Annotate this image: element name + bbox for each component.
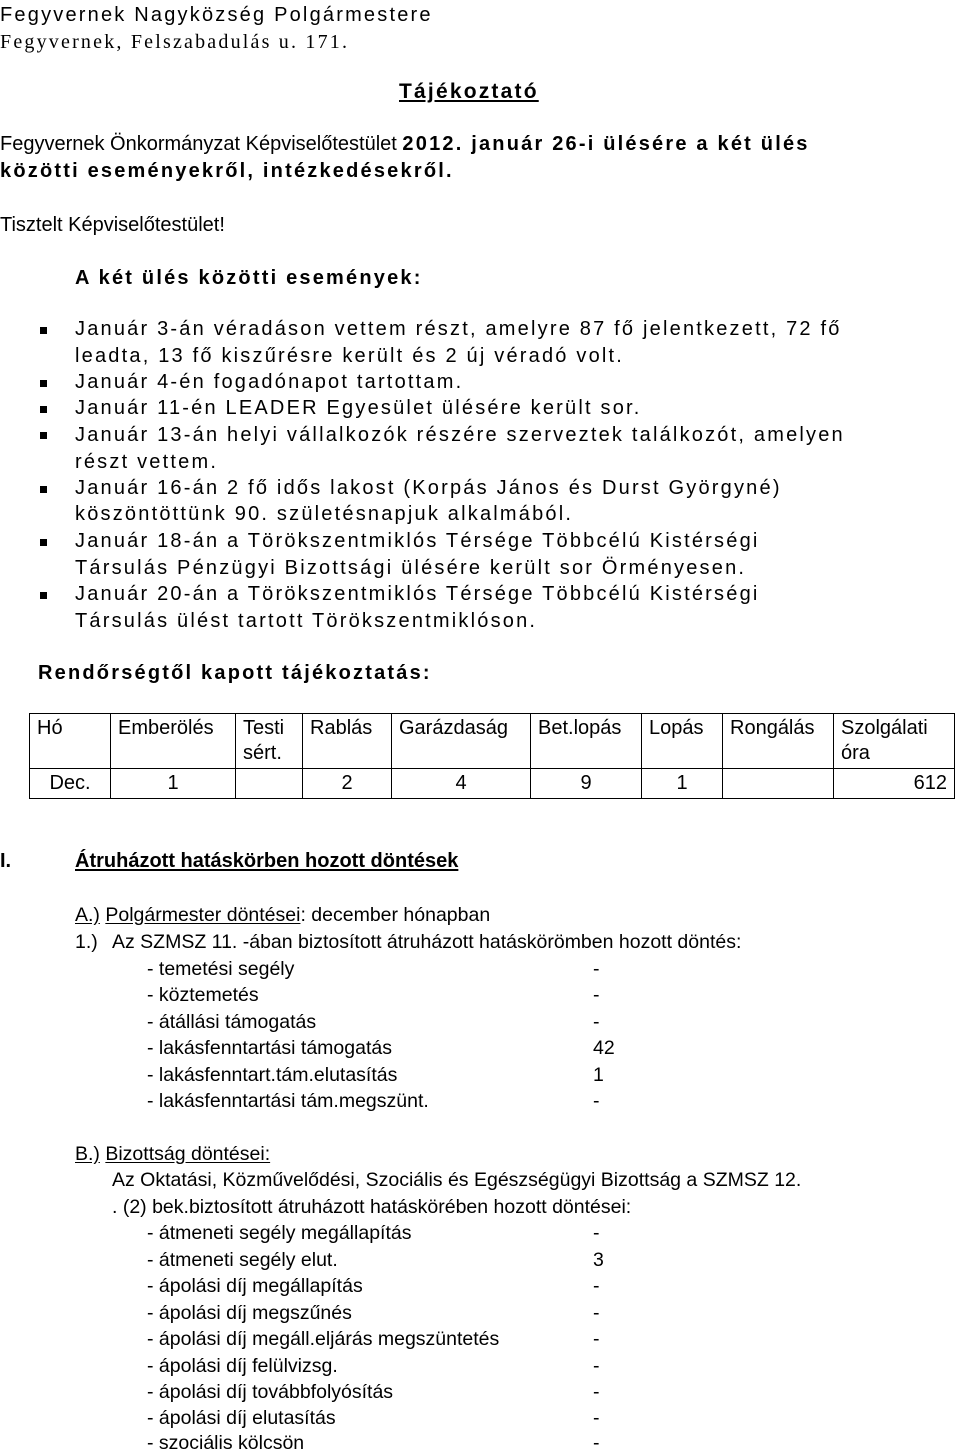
event-item-7-line-1: Január 20-án a Törökszentmiklós Térsége Többcélú Kistérségi: [75, 583, 760, 605]
greeting: Tisztelt Képviselőtestület!: [0, 214, 225, 236]
crime-table: [29, 713, 955, 799]
table-row: [30, 769, 955, 799]
event-item-6-line-1: Január 18-án a Törökszentmiklós Térsége Többcélú Kistérségi: [75, 530, 760, 552]
table-header-cell: Lopás: [642, 714, 723, 769]
police-heading: Rendőrségtől kapott tájékoztatás:: [38, 662, 432, 684]
list-item-value: -: [593, 1011, 600, 1033]
part-a-label: A.): [75, 904, 100, 926]
list-item-value: -: [593, 1222, 600, 1244]
part-a-suffix: : december hónapban: [300, 904, 491, 926]
event-item-1-line-2: leadta, 13 fő kiszűrésre került és 2 új véradó volt.: [75, 345, 625, 367]
table-cell: [723, 769, 834, 799]
header-address: Fegyvernek, Felszabadulás u. 171.: [0, 31, 350, 53]
header-org: Fegyvernek Nagyközség Polgármestere: [0, 4, 433, 26]
bullet-icon: [40, 432, 47, 439]
table-cell: 612: [834, 769, 955, 799]
event-item-4-line-2: részt vettem.: [75, 451, 219, 473]
event-item-5-line-2: köszöntöttünk 90. születésnapjuk alkalmából.: [75, 503, 574, 525]
list-item-value: 42: [593, 1037, 615, 1059]
table-cell: 2: [303, 769, 392, 799]
part-b-desc-1: Az Oktatási, Közművelődési, Szociális és Egészségügyi Bizottság a SZMSZ 12.: [112, 1169, 802, 1191]
intro-line-1: [0, 133, 810, 156]
list-item-label: - lakásfenntart.tám.elutasítás: [147, 1064, 398, 1086]
list-item-value: -: [593, 1407, 600, 1429]
part-a-heading: [75, 904, 490, 927]
intro-bold: 2012. január 26-i ülésére a két ülés: [402, 133, 810, 155]
bullet-icon: [40, 539, 47, 546]
list-item-label: - átállási támogatás: [147, 1011, 317, 1033]
event-item-6-line-2: Társulás Pénzügyi Bizottsági ülésére került sor Örményesen.: [75, 557, 747, 579]
part-a-sub-label: 1.): [75, 931, 98, 953]
event-item-1-line-1: Január 3-án véradáson vettem részt, amelyre 87 fő jelentkezett, 72 fő: [75, 318, 842, 340]
events-heading: A két ülés közötti események:: [75, 267, 423, 289]
table-header-row: [30, 714, 955, 769]
table-cell: 1: [111, 769, 236, 799]
part-b-title: Bizottság döntései:: [105, 1143, 271, 1165]
section-title: Átruházott hatáskörben hozott döntések: [75, 850, 459, 872]
list-item-value: -: [593, 1090, 600, 1112]
table-cell: [236, 769, 303, 799]
bullet-icon: [40, 380, 47, 387]
list-item-label: - ápolási díj megállapítás: [147, 1275, 363, 1297]
part-b-label: B.): [75, 1143, 100, 1165]
list-item-label: - átmeneti segély elut.: [147, 1249, 338, 1271]
list-item-label: - ápolási díj megáll.eljárás megszüntetés: [147, 1328, 500, 1350]
list-item-value: -: [593, 1328, 600, 1350]
table-header-cell: Rablás: [303, 714, 392, 769]
list-item-label: - ápolási díj felülvizsg.: [147, 1355, 338, 1377]
table-header-cell: Garázdaság: [392, 714, 531, 769]
list-item-label: - szociális kölcsön: [147, 1432, 305, 1454]
table-header-cell: Bet.lopás: [531, 714, 642, 769]
event-item-3: Január 11-én LEADER Egyesület ülésére került sor.: [75, 397, 642, 419]
list-item-value: -: [593, 1302, 600, 1324]
list-item-label: - átmeneti segély megállapítás: [147, 1222, 412, 1244]
intro-plain: Fegyvernek Önkormányzat Képviselőtestület: [0, 133, 403, 155]
table-header-cell: Hó: [30, 714, 111, 769]
list-item-value: -: [593, 1381, 600, 1403]
part-a-title: Polgármester döntései: [105, 904, 301, 926]
table-header-cell: Rongálás: [723, 714, 834, 769]
event-item-7-line-2: Társulás ülést tartott Törökszentmiklóson.: [75, 610, 538, 632]
part-a-sub-text: Az SZMSZ 11. -ában biztosított átruházott hatáskörömben hozott döntés:: [112, 931, 742, 953]
list-item-value: 1: [593, 1064, 604, 1086]
section-number: I.: [0, 850, 12, 872]
list-item-label: - lakásfenntartási tám.megszünt.: [147, 1090, 429, 1112]
list-item-value: 3: [593, 1249, 604, 1271]
list-item-label: - ápolási díj elutasítás: [147, 1407, 336, 1429]
intro-line-2: közötti eseményekről, intézkedésekről.: [0, 160, 454, 182]
list-item-value: -: [593, 958, 600, 980]
table-header-cell: Szolgálati óra: [834, 714, 955, 769]
list-item-value: -: [593, 1275, 600, 1297]
bullet-icon: [40, 592, 47, 599]
table-cell: 4: [392, 769, 531, 799]
page-title: Tájékoztató: [399, 80, 539, 103]
list-item-label: - temetési segély: [147, 958, 295, 980]
list-item-value: -: [593, 1355, 600, 1377]
event-item-5-line-1: Január 16-án 2 fő idős lakost (Korpás János és Durst Györgyné): [75, 477, 782, 499]
list-item-label: - ápolási díj megszűnés: [147, 1302, 352, 1324]
bullet-icon: [40, 406, 47, 413]
table-cell: 9: [531, 769, 642, 799]
list-item-value: -: [593, 1432, 600, 1454]
bullet-icon: [40, 486, 47, 493]
table-cell: 1: [642, 769, 723, 799]
table-header-cell: Testi sért.: [236, 714, 303, 769]
list-item-label: - köztemetés: [147, 984, 259, 1006]
list-item-value: -: [593, 984, 600, 1006]
bullet-icon: [40, 327, 47, 334]
list-item-label: - ápolási díj továbbfolyósítás: [147, 1381, 394, 1403]
list-item-label: - lakásfenntartási támogatás: [147, 1037, 392, 1059]
part-b-desc-2: . (2) bek.biztosított átruházott hatáskörében hozott döntései:: [112, 1196, 632, 1218]
event-item-4-line-1: Január 13-án helyi vállalkozók részére szerveztek találkozót, amelyen: [75, 424, 845, 446]
part-b-heading: [75, 1143, 270, 1166]
table-cell: Dec.: [30, 769, 111, 799]
event-item-2: Január 4-én fogadónapot tartottam.: [75, 371, 464, 393]
table-header-cell: Emberölés: [111, 714, 236, 769]
